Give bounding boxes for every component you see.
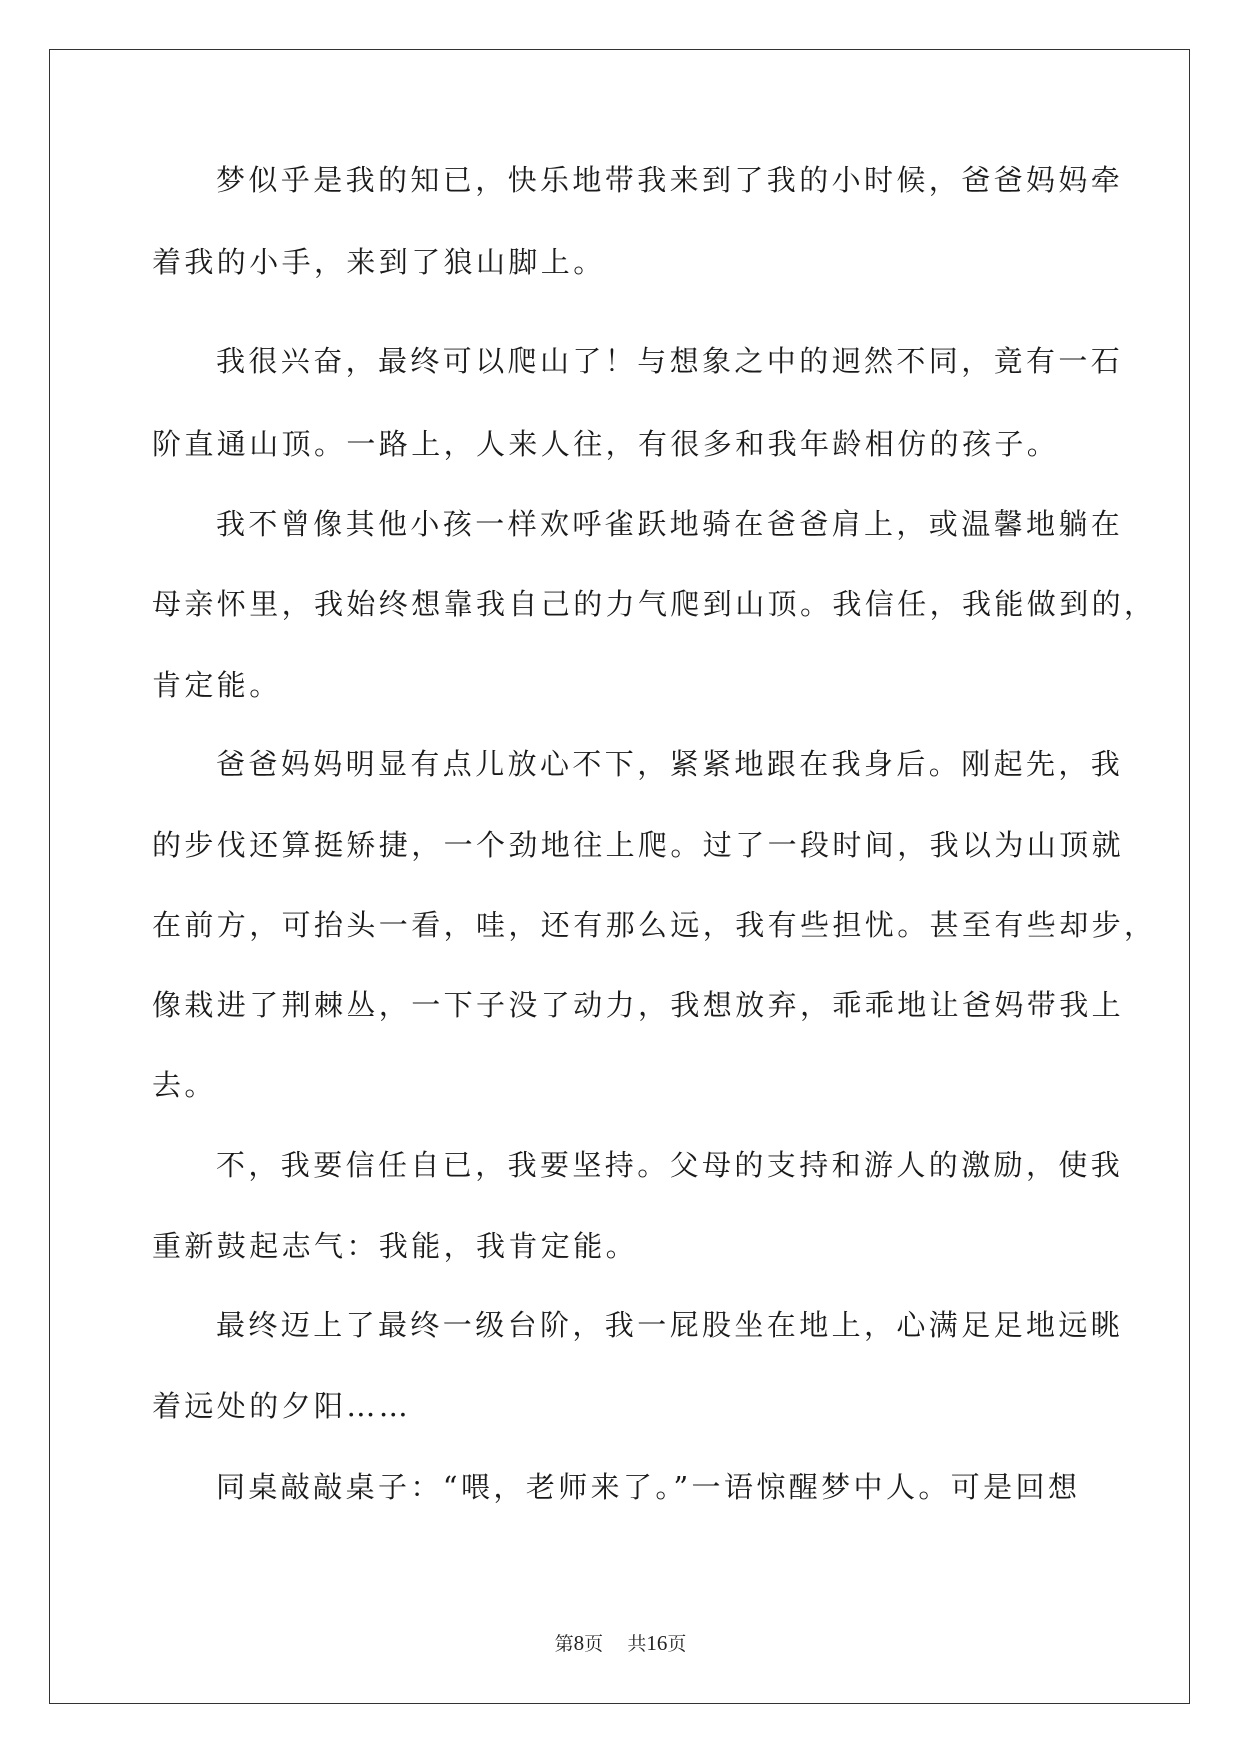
total-label: 页 bbox=[667, 1633, 687, 1655]
text-line: 阶直通山顶。一路上，人来人往，有很多和我年龄相仿的孩子。 bbox=[152, 427, 1060, 461]
text-line: 母亲怀里，我始终想靠我自己的力气爬到山顶。我信任，我能做到的， bbox=[152, 587, 1157, 621]
text-line: 像栽进了荆棘丛，一下子没了动力，我想放弃，乖乖地让爸妈带我上 bbox=[152, 988, 1125, 1022]
text-line: 着我的小手，来到了狼山脚上。 bbox=[152, 245, 606, 279]
text-line: 在前方，可抬头一看，哇，还有那么远，我有些担忧。甚至有些却步， bbox=[152, 908, 1157, 942]
text-line: 梦似乎是我的知已，快乐地带我来到了我的小时候，爸爸妈妈牵 bbox=[216, 163, 1124, 197]
page-current: 8 bbox=[573, 1631, 585, 1655]
text-line: 同桌敲敲桌子：“喂，老师来了。”一语惊醒梦中人。可是回想 bbox=[216, 1470, 1081, 1504]
text-line: 我不曾像其他小孩一样欢呼雀跃地骑在爸爸肩上，或温馨地躺在 bbox=[216, 507, 1124, 541]
page-border bbox=[49, 49, 1190, 1704]
text-line: 的步伐还算挺矫捷，一个劲地往上爬。过了一段时间，我以为山顶就 bbox=[152, 828, 1125, 862]
page-footer bbox=[0, 1630, 1241, 1657]
text-line: 重新鼓起志气：我能，我肯定能。 bbox=[152, 1229, 639, 1263]
text-line: 爸爸妈妈明显有点儿放心不下，紧紧地跟在我身后。刚起先，我 bbox=[216, 747, 1124, 781]
text-line: 我很兴奋，最终可以爬山了！与想象之中的迥然不同，竟有一石 bbox=[216, 344, 1124, 378]
text-line: 肯定能。 bbox=[152, 668, 282, 702]
text-line: 最终迈上了最终一级台阶，我一屁股坐在地上，心满足足地远眺 bbox=[216, 1308, 1124, 1342]
total-prefix: 共 bbox=[627, 1633, 647, 1655]
text-line: 不，我要信任自已，我要坚持。父母的支持和游人的激励，使我 bbox=[216, 1148, 1124, 1182]
text-line: 着远处的夕阳…… bbox=[152, 1389, 412, 1423]
page-total: 16 bbox=[646, 1631, 668, 1655]
text-line: 去。 bbox=[152, 1068, 217, 1102]
page-prefix: 第 bbox=[554, 1633, 574, 1655]
page-label: 页 bbox=[584, 1633, 604, 1655]
